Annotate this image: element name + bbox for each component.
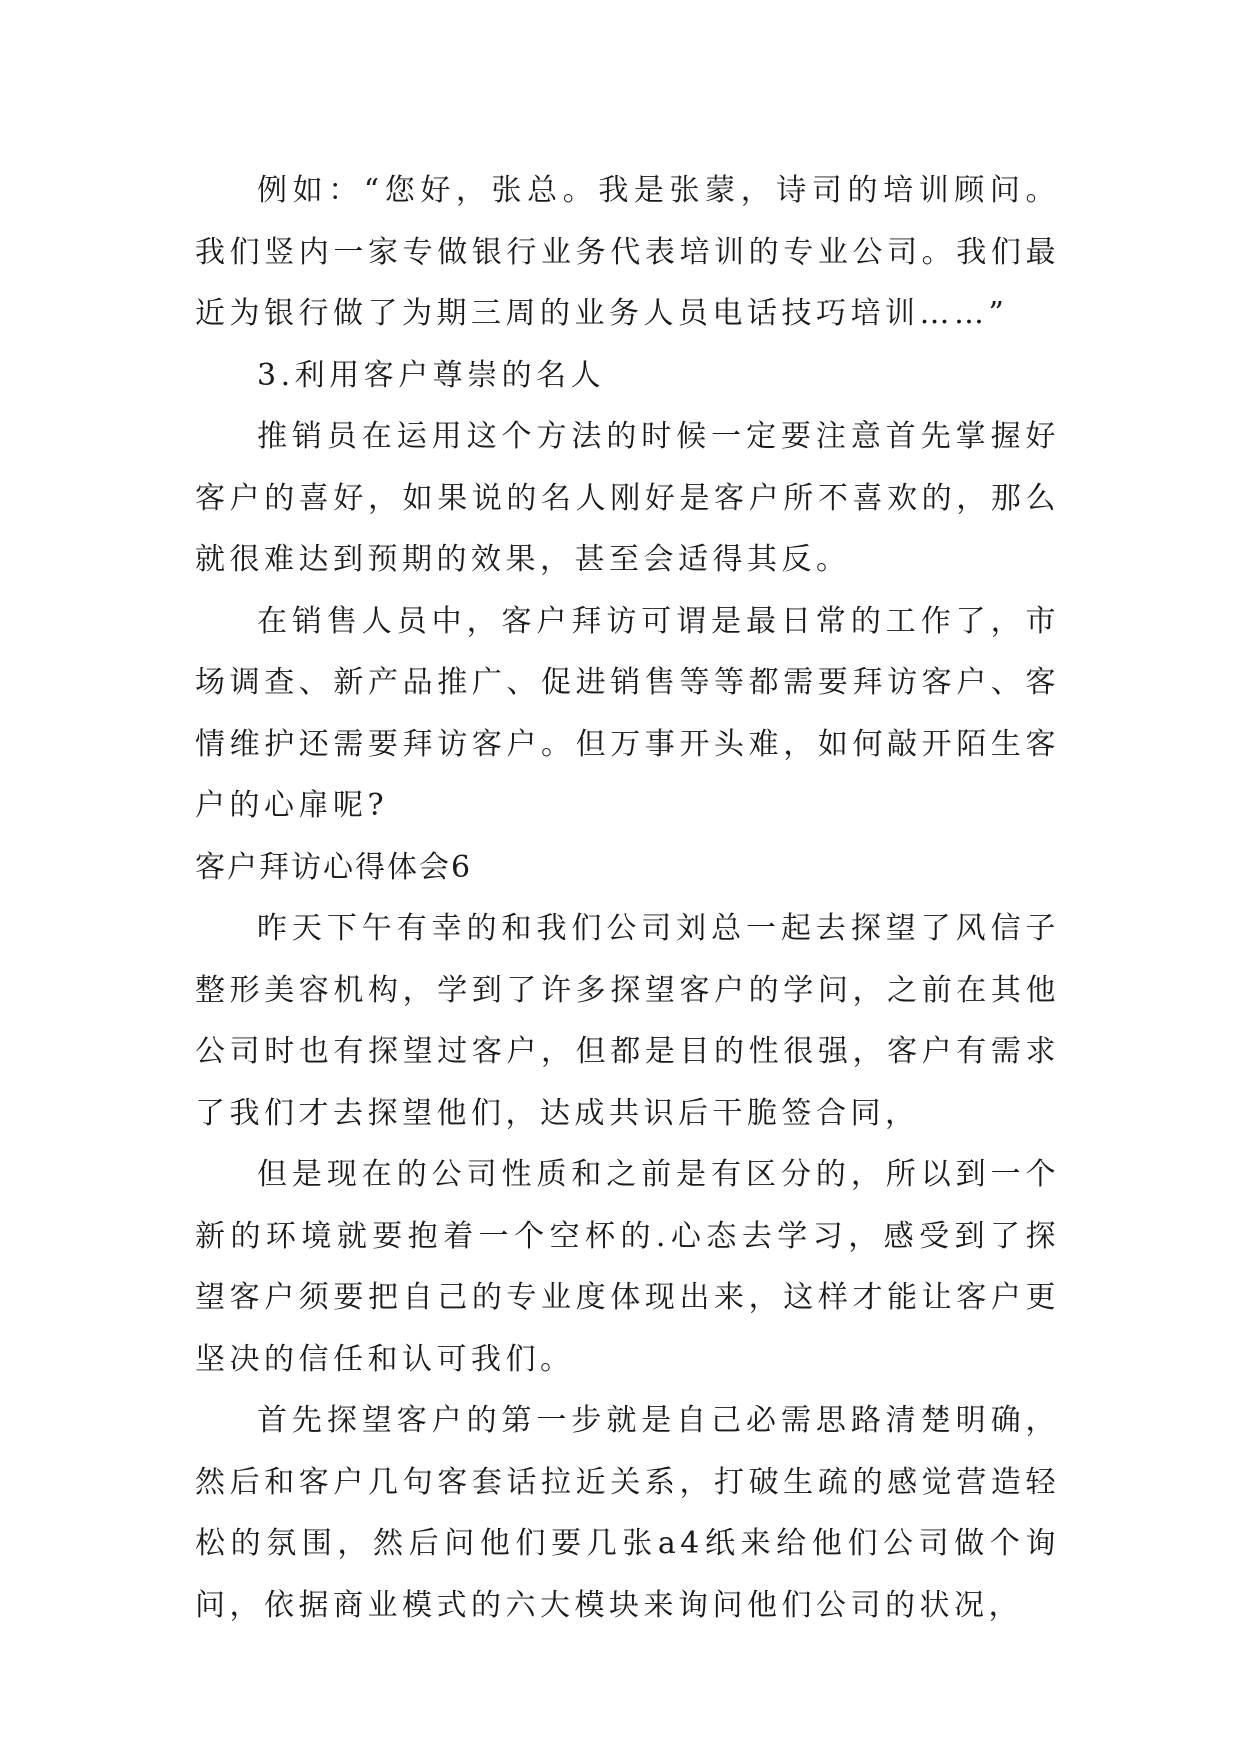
paragraph-celebrity-method: 推销员在运用这个方法的时候一定要注意首先掌握好客户的喜好，如果说的名人刚好是客户所不喜欢的，那么就很难达到预期的效果，甚至会适得其反。 [195, 419, 1060, 577]
paragraph-first-step: 首先探望客户的第一步就是自己必需思路清楚明确，然后和客户几句客套话拉近关系，打破生疏的感觉营造轻松的氛围，然后问他们要几张a4纸来给他们公司做个询问，依据商业模式的六大模块来询问他们公司的状况， [195, 1403, 1060, 1623]
section-title: 客户拜访心得体会6 [195, 849, 473, 885]
paragraph-company-difference: 但是现在的公司性质和之前是有区分的，所以到一个新的环境就要抱着一个空杯的.心态去学习，感受到了探望客户须要把自己的专业度体现出来，这样才能让客户更坚决的信任和认可我们。 [195, 1157, 1060, 1377]
list-item-heading: 3.利用客户尊崇的名人 [257, 357, 606, 393]
paragraph-visit-story: 昨天下午有幸的和我们公司刘总一起去探望了风信子整形美容机构，学到了许多探望客户的学问，之前在其他公司时也有探望过客户，但都是目的性很强，客户有需求了我们才去探望他们，达成共识后干脆签合同， [195, 911, 1060, 1131]
document-page [195, 160, 1060, 1636]
paragraph-example-quote: 例如：“您好，张总。我是张蒙，诗司的培训顾问。我们竖内一家专做银行业务代表培训的专业公司。我们最近为银行做了为期三周的业务人员电话技巧培训……” [195, 173, 1060, 331]
paragraph-sales-visits: 在销售人员中，客户拜访可谓是最日常的工作了，市场调查、新产品推广、促进销售等等都需要拜访客户、客情维护还需要拜访客户。但万事开头难，如何敲开陌生客户的心扉呢? [195, 603, 1060, 823]
